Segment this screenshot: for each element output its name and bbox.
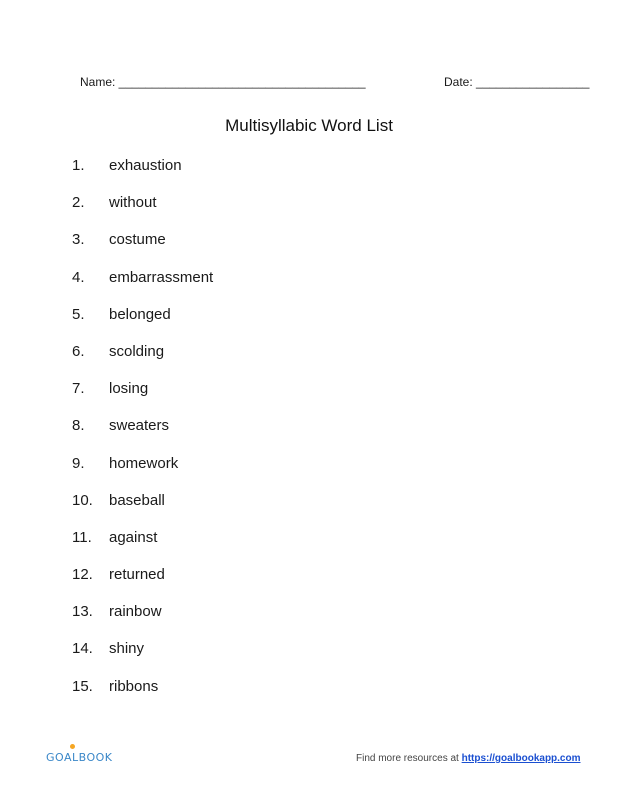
item-word: exhaustion: [109, 157, 182, 174]
item-number: 5.: [72, 305, 85, 323]
list-item: [72, 491, 213, 528]
page-title: Multisyllabic Word List: [225, 116, 393, 135]
goalbook-logo: [46, 751, 113, 764]
item-word: sweaters: [109, 417, 170, 435]
list-item: [72, 565, 213, 602]
item-number: 1.: [72, 157, 85, 174]
item-word: without: [109, 194, 157, 212]
item-word: rainbow: [109, 603, 162, 621]
list-item: [72, 156, 213, 193]
name-field[interactable]: Name: _____________________________________: [80, 75, 366, 89]
date-field[interactable]: Date: _________________: [444, 75, 590, 89]
logo-dot-icon: [70, 744, 75, 749]
item-word: belonged: [109, 305, 171, 323]
item-number: 15.: [72, 677, 93, 695]
footer-resources-label: Find more resources at: [356, 753, 462, 764]
list-item: [72, 268, 213, 305]
list-item: [72, 342, 213, 379]
item-number: 2.: [72, 194, 85, 212]
item-number: 4.: [72, 268, 85, 286]
item-number: 10.: [72, 491, 93, 509]
logo-text: GOALBOOK: [46, 751, 113, 764]
list-item: [72, 528, 213, 565]
word-list: [72, 156, 213, 714]
list-item: [72, 193, 213, 230]
item-number: 13.: [72, 603, 93, 621]
header-row: [0, 75, 618, 93]
goalbook-link[interactable]: https://goalbookapp.com: [461, 753, 581, 764]
item-number: 8.: [72, 417, 85, 435]
item-number: 3.: [72, 231, 85, 249]
list-item: [72, 639, 213, 676]
list-item: [72, 230, 213, 267]
list-item: [72, 416, 213, 453]
item-number: 6.: [72, 342, 85, 360]
item-number: 12.: [72, 566, 93, 584]
item-word: costume: [109, 231, 166, 249]
item-word: shiny: [109, 640, 145, 658]
item-number: 9.: [72, 454, 85, 472]
item-number: 7.: [72, 380, 85, 398]
footer-resources: [356, 753, 581, 764]
item-word: embarrassment: [109, 268, 214, 286]
item-number: 14.: [72, 640, 93, 658]
item-word: homework: [109, 454, 179, 472]
item-word: scolding: [109, 342, 165, 360]
list-item: [72, 379, 213, 416]
item-word: against: [109, 528, 158, 546]
item-number: 11.: [72, 528, 92, 546]
item-word: losing: [109, 380, 149, 398]
list-item: [72, 602, 213, 639]
list-item: [72, 677, 213, 714]
list-item: [72, 305, 213, 342]
item-word: returned: [109, 566, 165, 584]
item-word: ribbons: [109, 677, 159, 695]
item-word: baseball: [109, 491, 165, 509]
list-item: [72, 454, 213, 491]
